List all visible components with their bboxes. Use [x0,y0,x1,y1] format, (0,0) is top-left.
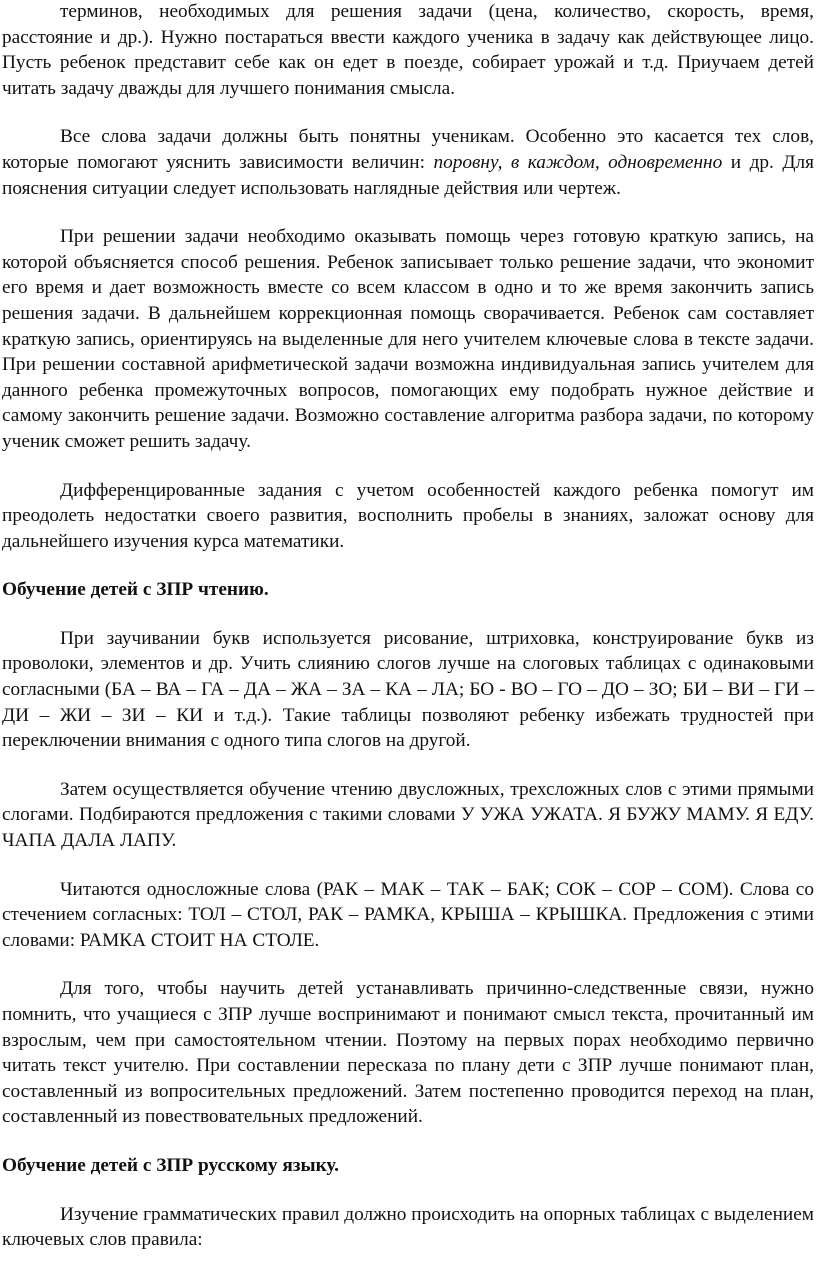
paragraph-grammar-rules: Изучение грамматических правил должно происходить на опорных таблицах с выделением ключевых слов правила: [2,1203,814,1251]
paragraph-spacer [2,201,814,224]
paragraph-text: и др. Для пояснения ситуации следует использовать наглядные действия или чертеж. [2,151,814,199]
paragraph-spacer [2,554,814,577]
paragraph-one-syllable-words: Читаются односложные слова (РАК – МАК – ТАК – БАК; СОК – СОР – СОМ). Слова со стечением согласных: ТОЛ – СТОЛ, РАК – РАМКА, КРЫША – КРЫШКА. Предложения с этими словами: РАМКА СТОИТ НА СТОЛЕ. [2,878,814,951]
paragraph-two-syllable-words: Затем осуществляется обучение чтению двусложных, трехсложных слов с этими прямыми слогами. Подбираются предложения с такими словами У УЖА УЖАТА. Я БУЖУ МАМУ. Я ЕДУ. ЧАПА ДАЛА ЛАПУ. [2,778,814,852]
paragraph-text: Все слова задачи должны быть понятны ученикам. Особенно это касается тех слов, которые помогают уяснить зависимости величин: [2,126,814,173]
italic-key-words: поровну, в каждом, одновременно [433,151,723,173]
paragraph-spacer [2,455,814,478]
paragraph-spacer [2,754,814,777]
section-heading-russian: Обучение детей с ЗПР русскому языку. [2,1154,339,1176]
paragraph-task-help: При решении задачи необходимо оказывать помощь через готовую краткую запись, на которой объясняется способ решения. Ребенок записывает только решение задачи, что экономит его время и дает возможность вместе со всем классом в одно и то же время закончить запись решения задачи. В дальнейшем коррекционная помощь сворачивается. Ребенок сам составляет краткую запись, ориентируясь на выделенные для него учителем ключевые слова в тексте задачи. При решении составной арифметической задачи возможна индивидуальная запись учителем для данного ребенка промежуточных вопросов, помогающих ему подобрать нужное действие и самому закончить решение задачи. Возможно составление алгоритма разбора задачи, по которому ученик сможет решить задачу. [2,226,814,452]
paragraph-differentiated-tasks: Дифференцированные задания с учетом особенностей каждого ребенка помогут им преодолеть недостатки своего развития, восполнить пробелы в знаниях, заложат основу для дальнейшего изучения курса математики. [2,479,814,552]
paragraph-task-terms: терминов, необходимых для решения задачи (цена, количество, скорость, время, расстояние и др.). Нужно постараться ввести каждого ученика в задачу как действующее лицо. Пусть ребенок представит себе как он едет в поезде, собирает урожай и т.д. Приучаем детей читать задачу дважды для лучшего понимания смысла. [2,1,814,99]
paragraph-spacer [2,1130,814,1153]
paragraph-spacer [2,1179,814,1202]
paragraph-spacer [2,953,814,976]
paragraph-task-words [2,124,814,201]
paragraph-spacer [2,854,814,877]
paragraph-letters-syllables: При заучивании букв используется рисование, штриховка, конструирование букв из проволоки, элементов и др. Учить слиянию слогов лучше на слоговых таблицах с одинаковыми согласными (БА – ВА – ГА – ДА – ЖА – ЗА – КА – ЛА; БО - ВО – ГО – ДО – ЗО; БИ – ВИ – ГИ – ДИ – ЖИ – ЗИ – КИ и т.д.). Такие таблицы позволяют ребенку избежать трудностей при переключении внимания с одного типа слогов на другой. [2,627,814,752]
paragraph-spacer [2,603,814,626]
paragraph-spacer [2,101,814,124]
section-heading-reading: Обучение детей с ЗПР чтению. [2,579,269,601]
paragraph-cause-effect: Для того, чтобы научить детей устанавливать причинно-следственные связи, нужно помнить, что учащиеся с ЗПР лучше воспринимают и понимают смысл текста, прочитанный им взрослым, чем при самостоятельном чтении. Поэтому на первых порах необходимо первично читать текст учителю. При составлении пересказа по плану дети с ЗПР лучше понимают план, составленный из вопросительных предложений. Затем постепенно проводится переход на план, составленный из повествовательных предложений. [2,978,814,1128]
